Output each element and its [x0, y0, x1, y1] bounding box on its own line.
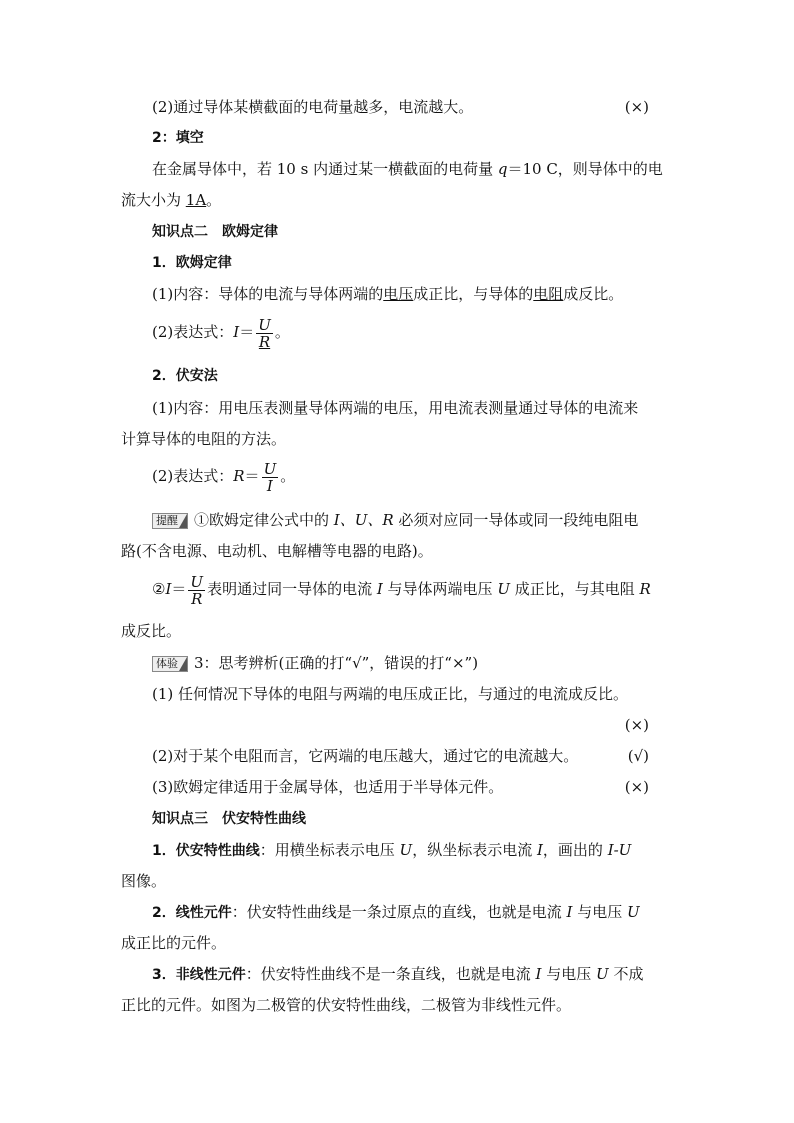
linear-element-definition-cont: 成正比的元件。	[121, 934, 227, 952]
linear-element-definition: 2．线性元件：伏安特性曲线是一条过原点的直线，也就是电流 I 与电压 U	[152, 903, 640, 921]
fraction: $\frac{U}{I}$	[263, 459, 277, 495]
answer-mark: (√)	[627, 747, 649, 765]
va-curve-definition: 1．伏安特性曲线：用横坐标表示电压 U，纵坐标表示电流 I，画出的 I-U	[152, 841, 632, 859]
nonlinear-element-definition-cont: 正比的元件。如图为二极管的伏安特性曲线，二极管为非线性元件。	[121, 996, 572, 1014]
fraction: $\frac{U}{R}$	[190, 572, 204, 608]
voltammetry-content: (1)内容：用电压表测量导体两端的电压，用电流表测量通过导体的电流来	[152, 399, 639, 417]
subsection-heading: 2．伏安法	[152, 368, 218, 384]
ohm-formula: (2)表达式：I＝ $\frac{U}{R}$ 。	[152, 315, 290, 351]
answer-mark: (×)	[624, 98, 649, 116]
reminder-tag: 提醒	[152, 513, 188, 529]
section-heading: 2：填空	[152, 130, 204, 146]
knowledge-point-2-heading: 知识点二 欧姆定律	[152, 224, 278, 240]
judgment-3: (3)欧姆定律适用于金属导体，也适用于半导体元件。	[152, 778, 504, 796]
fill-answer: 1A	[185, 191, 207, 209]
experience-heading: 体验 3：思考辨析(正确的打“√”，错误的打“×”)	[152, 653, 478, 673]
reminder-note-2: ②I＝ $\frac{U}{R}$ 表明通过同一导体的电流 I 与导体两端电压 U 成正比，与其电阻 R	[152, 572, 651, 608]
experience-tag: 体验	[152, 656, 188, 672]
reminder-note: 提醒 ①欧姆定律公式中的 I、U、R 必须对应同一导体或同一段纯电阻电	[152, 510, 638, 530]
fraction: $\frac{U}{R}$	[258, 315, 271, 351]
ohm-content: (1)内容：导体的电流与导体两端的电压成正比，与导体的电阻成反比。	[152, 285, 624, 303]
fill-blank-question: 在金属导体中，若 10 s 内通过某一横截面的电荷量 q＝10 C，则导体中的电	[152, 160, 663, 178]
judgment-2: (2)对于某个电阻而言，它两端的电压越大，通过它的电流越大。	[152, 747, 579, 765]
voltammetry-content-cont: 计算导体的电阻的方法。	[121, 430, 287, 448]
judgment-1: (1) 任何情况下导体的电阻与两端的电压成正比，与通过的电流成反比。	[152, 685, 629, 703]
statement-2: (2)通过导体某横截面的电荷量越多，电流越大。	[152, 98, 474, 116]
resistance-formula: (2)表达式：R＝ $\frac{U}{I}$ 。	[152, 459, 296, 495]
knowledge-point-3-heading: 知识点三 伏安特性曲线	[152, 811, 306, 827]
subsection-heading: 1．欧姆定律	[152, 255, 232, 271]
reminder-note-2-cont: 成反比。	[121, 622, 182, 640]
nonlinear-element-definition: 3．非线性元件：伏安特性曲线不是一条直线，也就是电流 I 与电压 U 不成	[152, 965, 644, 983]
reminder-note-cont: 路(不含电源、电动机、电解槽等电器的电路)。	[121, 542, 433, 560]
va-curve-definition-cont: 图像。	[121, 872, 167, 890]
answer-mark: (×)	[624, 778, 649, 796]
answer-mark: (×)	[624, 716, 649, 734]
fill-blank-question-cont: 流大小为 1A。	[121, 191, 222, 209]
